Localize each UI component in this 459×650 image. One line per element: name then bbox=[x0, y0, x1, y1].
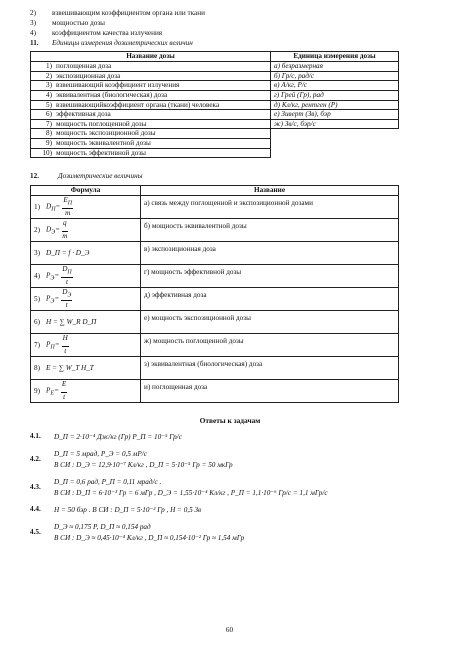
list-item-text: мощностью дозы bbox=[52, 18, 105, 27]
row-number: 6) bbox=[34, 317, 40, 326]
formula-expression: H = ∑ W_R D_П bbox=[46, 317, 97, 326]
dose-name-cell bbox=[31, 148, 271, 158]
formula-equals: = bbox=[55, 225, 60, 234]
formula-lhs: P bbox=[46, 271, 51, 280]
table-row bbox=[31, 90, 399, 100]
formula-cell bbox=[31, 380, 141, 403]
table-header-row bbox=[31, 52, 399, 62]
table-row bbox=[31, 219, 399, 242]
answer-number: 4.1. bbox=[30, 431, 41, 440]
formula-lhs-subscript: Э bbox=[50, 276, 55, 283]
row-number: 3) bbox=[46, 81, 52, 90]
dose-name-cell bbox=[31, 100, 271, 110]
formula-equals: = bbox=[55, 202, 61, 211]
dose-unit-cell: в) А/кг, Р/с bbox=[271, 81, 399, 91]
fraction-denominator: m bbox=[62, 232, 68, 241]
list-item bbox=[30, 28, 430, 38]
dose-unit-cell: г) Грей (Гр), рад bbox=[271, 90, 399, 100]
row-number: 2) bbox=[46, 71, 52, 80]
answer-lines bbox=[54, 477, 328, 499]
formula-fraction bbox=[61, 380, 67, 401]
formula-cell bbox=[31, 242, 141, 265]
table-row bbox=[31, 288, 399, 311]
fraction-numerator bbox=[61, 380, 67, 393]
quantity-name-cell: е) мощность экспозиционной дозы bbox=[141, 311, 399, 334]
numerator-subscript: Э bbox=[67, 292, 72, 299]
fraction-denominator: t bbox=[65, 278, 68, 287]
section-12-heading bbox=[30, 172, 430, 181]
numerator-symbol: H bbox=[62, 334, 68, 343]
dose-unit-cell: ж) Зв/с, бэр/с bbox=[271, 119, 399, 129]
dose-name-cell bbox=[31, 62, 271, 72]
quantity-name-cell: и) поглощенная доза bbox=[141, 380, 399, 403]
page bbox=[30, 8, 430, 544]
column-header-name: Название bbox=[141, 186, 399, 196]
numerator-subscript: П bbox=[67, 269, 72, 276]
dose-unit-cell: д) Кл/кг, рентген (Р) bbox=[271, 100, 399, 110]
list-item bbox=[30, 18, 430, 28]
table-row bbox=[31, 139, 399, 149]
fraction-denominator: t bbox=[65, 301, 68, 310]
dose-name: эффективная доза bbox=[56, 110, 111, 119]
top-list bbox=[30, 8, 430, 48]
table-row bbox=[31, 265, 399, 288]
numerator-symbol: D bbox=[62, 288, 68, 297]
list-item bbox=[30, 8, 430, 18]
dose-name: мощность экспозиционной дозы bbox=[56, 129, 156, 138]
formula-fraction bbox=[61, 265, 73, 286]
row-number: 8) bbox=[34, 363, 40, 372]
answer-line: D_Э ≈ 0,175 Р, D_П ≈ 0,154 рад bbox=[54, 523, 151, 532]
formula-lhs-subscript: Э bbox=[51, 230, 56, 237]
formula-fraction bbox=[62, 334, 69, 355]
dose-name: взвешивающийкоэффициент органа (ткани) человека bbox=[56, 100, 220, 109]
table-row bbox=[31, 119, 399, 129]
row-number: 7) bbox=[46, 119, 52, 128]
quantity-name-cell: в) экспозиционная доза bbox=[141, 242, 399, 265]
numerator-symbol: D bbox=[62, 265, 68, 274]
answer-line: В СИ : D_Э ≈ 0,45·10⁻⁴ Кл/кг , D_П ≈ 0,154·10⁻² Гр ≈ 1,54 мГр bbox=[54, 534, 245, 543]
formula-equals: = bbox=[54, 386, 59, 395]
list-item-text: взвешивающим коэффициентом органа или ткани bbox=[52, 8, 205, 17]
row-number: 1) bbox=[34, 202, 40, 211]
formula-lhs-subscript: П bbox=[50, 345, 55, 352]
formula-lhs: P bbox=[46, 294, 51, 303]
numerator-symbol: E bbox=[61, 380, 67, 389]
dose-name-cell bbox=[31, 119, 271, 129]
dose-name: взвешивающий коэффициент излучения bbox=[56, 81, 180, 90]
numerator-symbol: q bbox=[63, 219, 67, 228]
dose-unit-cell: б) Гр/с, рад/с bbox=[271, 71, 399, 81]
answer-line: H = 50 бэр . В СИ : D_П = 5·10⁻² Гр , H = 0,5 Зв bbox=[54, 506, 202, 515]
answer-number: 4.5. bbox=[30, 527, 41, 536]
formula-lhs: D bbox=[46, 225, 52, 234]
formula-cell bbox=[31, 334, 141, 357]
dose-name-cell bbox=[31, 129, 271, 139]
column-header-dose-name: Название дозы bbox=[31, 52, 271, 62]
formula-fraction bbox=[62, 196, 73, 217]
formula-cell bbox=[31, 265, 141, 288]
formula-fraction bbox=[62, 219, 68, 240]
dose-unit-cell bbox=[271, 139, 399, 149]
table-row bbox=[31, 242, 399, 265]
answer-lines bbox=[54, 432, 182, 443]
quantity-name-cell: г) мощность эффективной дозы bbox=[141, 265, 399, 288]
formula-lhs-subscript: Э bbox=[50, 299, 55, 306]
answer-line: В СИ : D_П = 6·10⁻³ Гр = 6 мГр , D_Э = 1,55·10⁻⁴ Кл/кг , P_П = 1,1·10⁻⁶ Гр/с = 1,1 мГр/с bbox=[54, 489, 328, 498]
dose-unit-cell bbox=[271, 129, 399, 139]
answer-item bbox=[30, 522, 430, 544]
list-item-number: 3) bbox=[30, 18, 36, 27]
table-row bbox=[31, 81, 399, 91]
quantity-name-cell: а) связь между поглощенной и экспозиционной дозами bbox=[141, 196, 399, 219]
answer-line: D_П = 2·10⁻⁴ Дж/кг (Гр) P_П = 10⁻⁵ Гр/с bbox=[54, 433, 182, 442]
section-11-heading bbox=[30, 38, 430, 48]
dose-unit-cell bbox=[271, 148, 399, 158]
row-number: 7) bbox=[34, 340, 40, 349]
table-row bbox=[31, 380, 399, 403]
list-item-number: 4) bbox=[30, 28, 36, 37]
row-number: 6) bbox=[46, 110, 52, 119]
formula-cell bbox=[31, 288, 141, 311]
answers-list bbox=[30, 432, 430, 544]
dose-name: поглощенная доза bbox=[56, 62, 112, 70]
numerator-symbol: E bbox=[63, 196, 68, 205]
formula-lhs-subscript: П bbox=[51, 207, 56, 214]
fraction-numerator bbox=[61, 265, 73, 278]
answer-item bbox=[30, 505, 430, 516]
formula-expression: E = ∑ W_T H_T bbox=[46, 363, 94, 372]
answers-title: Ответы к задачам bbox=[199, 416, 261, 426]
answer-line: В СИ : D_Э = 12,9·10⁻⁷ Кл/кг , D_П = 5·10⁻⁵ Гр = 50 мкГр bbox=[54, 461, 233, 470]
section-title: Дозиметрические величины bbox=[58, 172, 143, 181]
answer-lines bbox=[54, 505, 201, 516]
answer-line: D_П = 0,6 рад, P_П = 0,11 мрад/с . bbox=[54, 478, 162, 487]
table-header-row bbox=[31, 186, 399, 196]
quantity-name-cell: б) мощность эквивалентной дозы bbox=[141, 219, 399, 242]
answer-number: 4.3. bbox=[30, 482, 41, 491]
answer-item bbox=[30, 449, 430, 471]
dose-name: мощность эквивалентной дозы bbox=[56, 139, 151, 148]
dose-name: мощность эффективной дозы bbox=[56, 148, 146, 157]
row-number: 1) bbox=[46, 62, 52, 70]
column-header-formula: Формула bbox=[31, 186, 141, 196]
fraction-numerator bbox=[61, 288, 72, 301]
dose-unit-cell: а) безразмерная bbox=[271, 62, 399, 72]
dose-units-table bbox=[30, 51, 399, 158]
formula-equals: = bbox=[54, 294, 60, 303]
table-row bbox=[31, 334, 399, 357]
row-number: 2) bbox=[34, 225, 40, 234]
row-number: 5) bbox=[34, 294, 40, 303]
formula-cell bbox=[31, 196, 141, 219]
table-row bbox=[31, 71, 399, 81]
formula-cell bbox=[31, 311, 141, 334]
answer-item bbox=[30, 432, 430, 443]
row-number: 9) bbox=[46, 139, 52, 148]
fraction-numerator bbox=[62, 334, 69, 347]
fraction-denominator: t bbox=[64, 347, 67, 356]
formula-equals: = bbox=[54, 340, 60, 349]
table-row bbox=[31, 311, 399, 334]
quantity-name-cell: ж) мощность поглощенной дозы bbox=[141, 334, 399, 357]
dose-name: экспозиционная доза bbox=[56, 71, 121, 80]
section-number: 11. bbox=[30, 38, 39, 47]
numerator-subscript: П bbox=[67, 200, 73, 207]
row-number: 10) bbox=[42, 148, 52, 157]
formula-lhs-subscript: E bbox=[50, 391, 55, 398]
row-number: 9) bbox=[34, 386, 40, 395]
fraction-denominator: t bbox=[63, 393, 66, 402]
list-item-text: коэффициентом качества излучения bbox=[52, 28, 163, 37]
row-number: 3) bbox=[34, 248, 40, 257]
formula-equals: = bbox=[54, 271, 60, 280]
column-header-dose-unit: Единица измерения дозы bbox=[271, 52, 399, 62]
fraction-numerator bbox=[62, 196, 73, 209]
row-number: 8) bbox=[46, 129, 52, 138]
table-row bbox=[31, 148, 399, 158]
dose-name-cell bbox=[31, 71, 271, 81]
dose-name-cell bbox=[31, 81, 271, 91]
table-row bbox=[31, 357, 399, 380]
answer-line: D_П = 5 мрад, P_Э = 0,5 мР/с bbox=[54, 450, 147, 459]
formula-expression: D_П = f · D_Э bbox=[46, 248, 90, 257]
section-title: Единицы измерения дозиметрических величин bbox=[52, 38, 193, 47]
answer-item bbox=[30, 477, 430, 499]
table-row bbox=[31, 100, 399, 110]
answer-number: 4.2. bbox=[30, 454, 41, 463]
formula-lhs: P bbox=[46, 386, 51, 395]
quantity-name-cell: з) эквивалентная (биологическая) доза bbox=[141, 357, 399, 380]
table-row bbox=[31, 62, 399, 72]
section-number: 12. bbox=[30, 172, 39, 181]
row-number: 4) bbox=[46, 90, 52, 99]
table-row bbox=[31, 196, 399, 219]
dose-name: мощность поглощенной дозы bbox=[56, 119, 147, 128]
answer-lines bbox=[54, 449, 233, 471]
formula-lhs: P bbox=[46, 340, 51, 349]
dose-name-cell bbox=[31, 139, 271, 149]
dose-unit-cell: е) Зиверт (Зв), бэр bbox=[271, 110, 399, 120]
answer-lines bbox=[54, 522, 244, 544]
quantity-name-cell: д) эффективная доза bbox=[141, 288, 399, 311]
list-item-number: 2) bbox=[30, 8, 36, 17]
row-number: 4) bbox=[34, 271, 40, 280]
formula-fraction bbox=[61, 288, 72, 309]
dose-name-cell bbox=[31, 110, 271, 120]
fraction-denominator: m bbox=[65, 209, 71, 218]
fraction-numerator bbox=[62, 219, 68, 232]
formula-cell bbox=[31, 219, 141, 242]
table-row bbox=[31, 110, 399, 120]
row-number: 5) bbox=[46, 100, 52, 109]
table-row bbox=[31, 129, 399, 139]
dose-name-cell bbox=[31, 90, 271, 100]
dose-name: эквивалентная (биологическая) доза bbox=[56, 90, 168, 99]
dosimetric-quantities-table bbox=[30, 185, 399, 403]
formula-lhs: D bbox=[46, 202, 52, 211]
formula-cell bbox=[31, 357, 141, 380]
page-number: 60 bbox=[225, 626, 234, 634]
answer-number: 4.4. bbox=[30, 504, 41, 513]
